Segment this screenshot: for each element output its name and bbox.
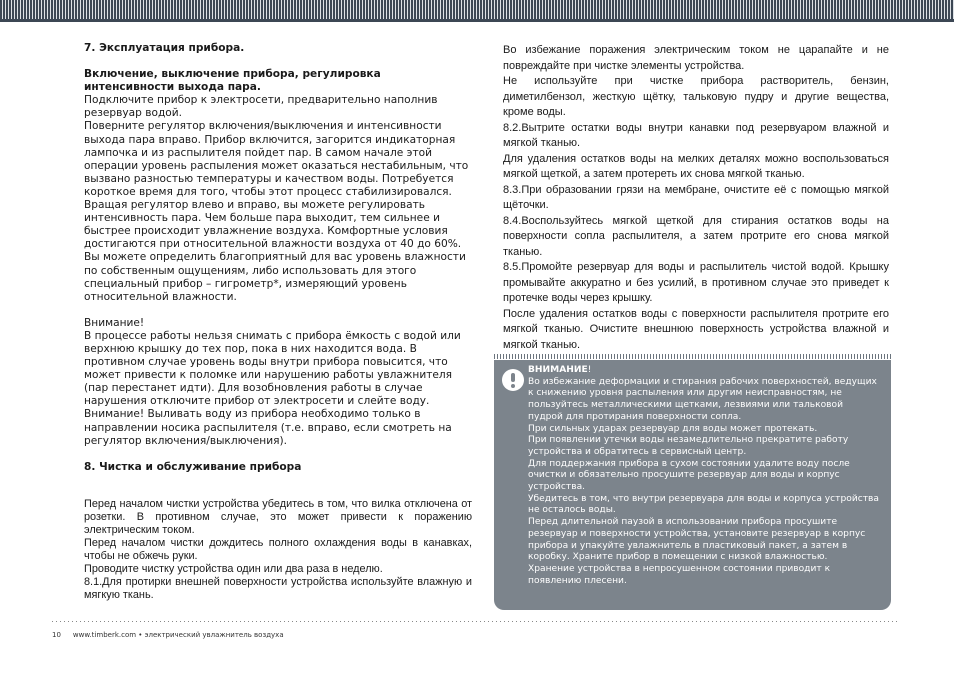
paragraph: Перед началом чистки устройства убедитесь в том, что вилка отключена от розетки. В противном случае, это может привести к поражению электрическим током. — [84, 497, 472, 536]
attention-label: Внимание! — [84, 316, 145, 329]
warning-item: При сильных ударах резервуар для воды может протекать. — [528, 423, 818, 434]
paragraph: Перед началом чистки дождитесь полного охлаждения воды в канавках, чтобы не обжечь руки. — [84, 537, 472, 563]
warning-item: Во избежание деформации и стирания рабочих поверхностей, ведущих к снижению уровня распыления или другим неисправностям, не пользуйтесь металлическими щетками, лезвиями или тальковой пудрой для протирания поверхности сопла. — [528, 376, 877, 422]
paragraph: Поверните регулятор включения/выключения и интенсивности выхода пара вправо. Прибор включится, загорится индикаторная лампочка и из распылителя пойдет пар. В самом начале этой операции уровень распыления может оказаться нестабильным, что вызвано разностью температуры и качеством воды. Потребуется короткое время для того, чтобы этот процесс стабилизировался. Вращая регулятор влево и вправо, вы можете регулировать интенсивность пара. Чем больше пара выходит, тем сильнее и быстрее происходит увлажнение воздуха. Комфортные условия достигаются при относительной влажности воздуха от 40 до 60%. Вы можете определить благоприятный для вас уровень влажности по собственным ощущениям, либо использовать для этого специальный прибор – гигрометр*, измеряющий уровень относительной влажности. — [84, 120, 469, 303]
paragraph: 8.2.Вытрите остатки воды внутри канавки под резервуаром влажной и мягкой тканью. — [503, 121, 889, 149]
warning-item: Убедитесь в том, что внутри резервуара для воды и корпуса устройства не осталось воды. — [528, 493, 879, 516]
header-stripe-bar — [0, 0, 954, 22]
warning-body — [528, 365, 880, 587]
paragraph: Во избежание поражения электрическим током не царапайте и не повреждайте при чистке элементы устройства. — [503, 44, 889, 72]
exclamation-icon — [502, 369, 524, 391]
warning-item: При появлении утечки воды незамедлительно прекратите работу устройства и обратитесь в сервисный центр. — [528, 435, 849, 457]
section-7-heading: 7. Эксплуатация прибора. — [84, 42, 245, 54]
left-column — [84, 42, 472, 603]
warning-box — [494, 360, 891, 610]
page-number: 10 — [52, 631, 61, 639]
warning-title: ВНИМАНИЕ — [528, 365, 588, 375]
paragraph: Проводите чистку устройства один или два раза в неделю. — [84, 563, 383, 576]
warning-hatch-border — [494, 354, 891, 359]
paragraph: Подключите прибор к электросети, предварительно наполнив резервуар водой. — [84, 94, 438, 120]
footer-site-link[interactable]: www.timberk.com • электрический увлажнитель воздуха — [72, 631, 284, 639]
warning-item: Хранение устройства в непросушенном состоянии приводит к появлению плесени. — [528, 563, 831, 586]
right-column — [503, 43, 889, 353]
subheading-power: Включение, выключение прибора, регулировка интенсивности выхода пара. — [84, 68, 381, 94]
footer — [52, 631, 296, 639]
paragraph: Для удаления остатков воды на мелких деталях можно воспользоваться мягкой щеткой, а затем протереть их снова мягкой тканью. — [503, 152, 889, 180]
paragraph: 8.1.Для протирки внешней поверхности устройства используйте влажную и мягкую ткань. — [84, 576, 472, 602]
paragraph: Не используйте при чистке прибора растворитель, бензин, диметилбензол, жесткую щётку, тальковую пудру и другие вещества, кроме воды. — [503, 75, 889, 118]
section-8-heading: 8. Чистка и обслуживание прибора — [84, 460, 302, 473]
footer-dotted-rule — [52, 621, 900, 622]
warning-item: Перед длительной паузой в использовании прибора просушите резервуар и поверхности устройства, установите резервуар в корпус прибора и упакуйте увлажнитель в пластиковый пакет, а затем в коробку. Храните прибор в помещении с низкой влажностью. — [528, 517, 866, 563]
paragraph: 8.3.При образовании грязи на мембране, очистите её с помощью мягкой щёточки. — [503, 183, 889, 211]
warning-title-mark: ! — [587, 365, 592, 375]
warning-item: Для поддержания прибора в сухом состоянии удалите воду после очистки и обязательно просушите резервуар для воды и корпус устройства. — [528, 458, 850, 493]
paragraph: 8.5.Промойте резервуар для воды и распылитель чистой водой. Крышку промывайте аккуратно и без усилий, в противном случае это приведет к протечке воды через крышку. — [503, 261, 889, 304]
paragraph: 8.4.Воспользуйтесь мягкой щеткой для стирания остатков воды на поверхности сопла распылителя, а затем протрите его снова мягкой тканью. — [503, 214, 889, 258]
paragraph: В процессе работы нельзя снимать с прибора ёмкость с водой или верхнюю крышку до тех пор, пока в них находится вода. В противном случае уровень воды внутри прибора повысится, что может привести к поломке или нарушению работы увлажнителя (пар перестанет идти). Для возобновления работы в случае нарушения отключите прибор от электросети и слейте воду. Внимание! Выливать воду из прибора необходимо только в направлении носика распылителя (т.е. вправо, если смотреть на регулятор включения/выключения). — [84, 329, 461, 447]
paragraph: После удаления остатков воды с поверхности распылителя протрите его мягкой тканью. Очистите внешнюю поверхность устройства влажной и мягкой тканью. — [503, 307, 889, 351]
